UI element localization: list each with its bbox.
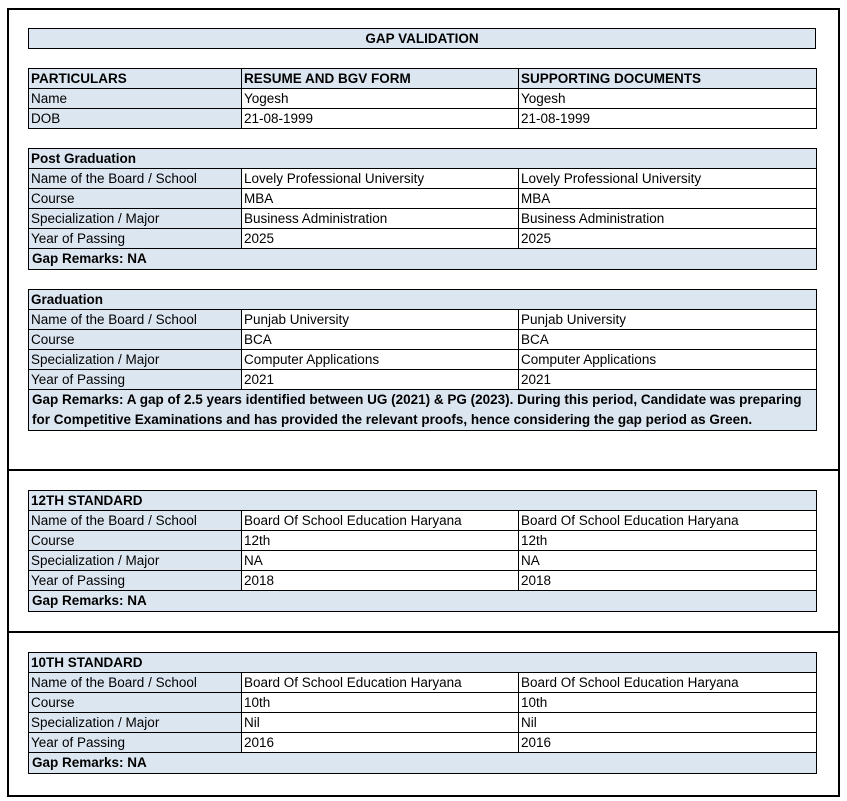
gap-remarks: Gap Remarks: NA bbox=[29, 249, 817, 270]
row-label: Specialization / Major bbox=[29, 551, 242, 571]
row-label: Name bbox=[29, 89, 242, 109]
particulars-table bbox=[28, 68, 817, 129]
row-value: MBA bbox=[519, 189, 817, 209]
section-heading-row bbox=[29, 290, 817, 310]
table-row bbox=[29, 673, 817, 693]
row-value: Punjab University bbox=[242, 310, 519, 330]
table-row bbox=[29, 370, 817, 390]
row-value: 2021 bbox=[242, 370, 519, 390]
table-row bbox=[29, 89, 817, 109]
row-label: DOB bbox=[29, 109, 242, 129]
gap-remarks: Gap Remarks: NA bbox=[29, 591, 817, 612]
row-value: Business Administration bbox=[519, 209, 817, 229]
row-value: Nil bbox=[519, 713, 817, 733]
row-value: 10th bbox=[242, 693, 519, 713]
row-label: Specialization / Major bbox=[29, 350, 242, 370]
row-label: Year of Passing bbox=[29, 370, 242, 390]
education-section-table bbox=[28, 652, 817, 774]
education-section-table bbox=[28, 289, 817, 431]
education-section-table bbox=[28, 148, 817, 270]
table-row bbox=[29, 551, 817, 571]
row-label: Course bbox=[29, 189, 242, 209]
row-label: Year of Passing bbox=[29, 733, 242, 753]
row-value: NA bbox=[242, 551, 519, 571]
row-value: 12th bbox=[242, 531, 519, 551]
row-label: Specialization / Major bbox=[29, 209, 242, 229]
table-row bbox=[29, 713, 817, 733]
row-value: Computer Applications bbox=[242, 350, 519, 370]
gap-remarks-row bbox=[29, 591, 817, 612]
gap-remarks-row bbox=[29, 390, 817, 431]
row-value: BCA bbox=[519, 330, 817, 350]
row-value: Lovely Professional University bbox=[242, 169, 519, 189]
row-value: 2018 bbox=[242, 571, 519, 591]
row-value: Lovely Professional University bbox=[519, 169, 817, 189]
section-heading-row bbox=[29, 653, 817, 673]
row-value: Yogesh bbox=[519, 89, 817, 109]
gap-remarks-row bbox=[29, 249, 817, 270]
row-value: Computer Applications bbox=[519, 350, 817, 370]
row-value: 2025 bbox=[519, 229, 817, 249]
row-value: BCA bbox=[242, 330, 519, 350]
row-value: Board Of School Education Haryana bbox=[242, 673, 519, 693]
column-header: RESUME AND BGV FORM bbox=[242, 69, 519, 89]
row-value: Board Of School Education Haryana bbox=[519, 511, 817, 531]
row-label: Year of Passing bbox=[29, 229, 242, 249]
section-heading: 12TH STANDARD bbox=[29, 491, 817, 511]
table-row bbox=[29, 229, 817, 249]
row-value: 21-08-1999 bbox=[519, 109, 817, 129]
row-label: Course bbox=[29, 531, 242, 551]
section-heading: 10TH STANDARD bbox=[29, 653, 817, 673]
row-value: 10th bbox=[519, 693, 817, 713]
table-row bbox=[29, 209, 817, 229]
row-value: 2018 bbox=[519, 571, 817, 591]
row-value: 12th bbox=[519, 531, 817, 551]
table-row bbox=[29, 693, 817, 713]
column-header: SUPPORTING DOCUMENTS bbox=[519, 69, 817, 89]
section-heading: Post Graduation bbox=[29, 149, 817, 169]
row-label: Year of Passing bbox=[29, 571, 242, 591]
table-row bbox=[29, 511, 817, 531]
row-value: Board Of School Education Haryana bbox=[519, 673, 817, 693]
table-row bbox=[29, 531, 817, 551]
education-section-table bbox=[28, 490, 817, 612]
gap-remarks: Gap Remarks: NA bbox=[29, 753, 817, 774]
section-heading-row bbox=[29, 149, 817, 169]
row-label: Name of the Board / School bbox=[29, 310, 242, 330]
gap-remarks-row bbox=[29, 753, 817, 774]
row-label: Name of the Board / School bbox=[29, 169, 242, 189]
row-label: Course bbox=[29, 330, 242, 350]
row-value: 2016 bbox=[519, 733, 817, 753]
row-value: NA bbox=[519, 551, 817, 571]
column-header: PARTICULARS bbox=[29, 69, 242, 89]
row-value: Yogesh bbox=[242, 89, 519, 109]
row-value: 2025 bbox=[242, 229, 519, 249]
gap-remarks: Gap Remarks: A gap of 2.5 years identified between UG (2021) & PG (2023). During this period, Candidate was preparing for Competitive Examinations and has provided the relevant proofs, hence considering the gap period as Green. bbox=[29, 390, 817, 431]
table-row bbox=[29, 310, 817, 330]
row-label: Name of the Board / School bbox=[29, 511, 242, 531]
gap-validation-title: GAP VALIDATION bbox=[28, 28, 816, 49]
row-value: Business Administration bbox=[242, 209, 519, 229]
row-value: 21-08-1999 bbox=[242, 109, 519, 129]
row-value: Punjab University bbox=[519, 310, 817, 330]
table-row bbox=[29, 109, 817, 129]
row-label: Name of the Board / School bbox=[29, 673, 242, 693]
row-value: 2021 bbox=[519, 370, 817, 390]
row-label: Specialization / Major bbox=[29, 713, 242, 733]
table-row bbox=[29, 330, 817, 350]
header-row bbox=[29, 69, 817, 89]
row-value: Nil bbox=[242, 713, 519, 733]
section-heading: Graduation bbox=[29, 290, 817, 310]
row-value: Board Of School Education Haryana bbox=[242, 511, 519, 531]
table-row bbox=[29, 733, 817, 753]
table-row bbox=[29, 169, 817, 189]
table-row bbox=[29, 189, 817, 209]
row-value: MBA bbox=[242, 189, 519, 209]
table-row bbox=[29, 571, 817, 591]
row-label: Course bbox=[29, 693, 242, 713]
table-row bbox=[29, 350, 817, 370]
row-value: 2016 bbox=[242, 733, 519, 753]
section-heading-row bbox=[29, 491, 817, 511]
